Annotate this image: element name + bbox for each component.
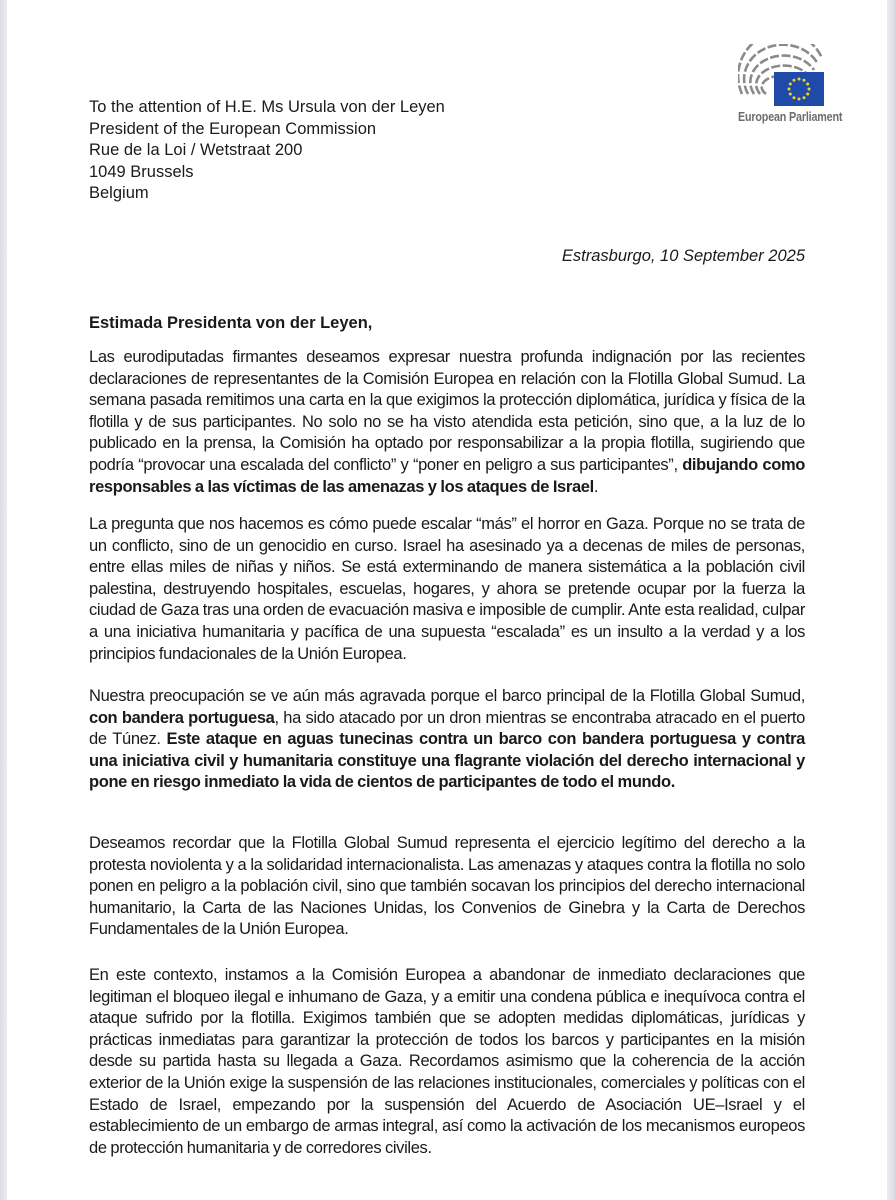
recipient-line: To the attention of H.E. Ms Ursula von der Leyen — [89, 98, 445, 116]
bold-emphasis: dibujando como responsables a las víctimas de las amenazas y los ataques de Israel — [89, 455, 805, 496]
body-paragraph — [89, 686, 805, 794]
paragraph-text: , ha sido atacado por un dron mientras se encontraba atracado en el puerto de Túnez. — [89, 708, 805, 749]
paragraph-text: Deseamos recordar que la Flotilla Global Sumud representa el ejercicio legítimo del derecho a la protesta noviolenta y a la solidaridad internacionalista. Las amenazas y ataques contra la flotilla no solo ponen en peligro a la población civil, sino que también socavan los principios del derecho internacional humanitario, la Carta de las Naciones Unidas, los Convenios de Ginebra y la Carta de Derechos Fundamentales de la Unión Europea. — [89, 834, 805, 939]
recipient-line: President of the European Commission — [89, 119, 377, 138]
date-line: Estrasburgo, 10 September 2025 — [561, 247, 805, 265]
paragraph-text: La pregunta que nos hacemos es cómo puede escalar “más” el horror en Gaza. Porque no se trata de un conflicto, sino de un genocidio en curso. Israel ha asesinado ya a decenas de miles de personas, entre ellas miles de niñas y niños. Se está exterminando de manera sistemática a la población civil palestina, destruyendo hospitales, escuelas, hogares, y ahora se pretende ocupar por la fuerza la ciudad de Gaza tras una orden de evacuación masiva e imposible de cumplir. Ante esta realidad, culpar a una iniciativa humanitaria y pacífica de una supuesta “escalada” es un insulto a la verdad y a los principios fundacionales de la Unión Europea. — [89, 515, 805, 663]
page-edge-left — [0, 0, 7, 1200]
page-edge-right — [887, 0, 895, 1200]
bold-emphasis: con bandera portuguesa — [89, 708, 275, 727]
body-paragraph — [89, 833, 805, 941]
recipient-line: Rue de la Loi / Wetstraat 200 — [89, 141, 303, 160]
logo-label: European Parliament — [738, 110, 843, 124]
paragraph-text: . — [593, 477, 599, 496]
body-paragraph — [89, 514, 805, 665]
paragraph-text: Las eurodiputadas firmantes deseamos expresar nuestra profunda indignación por las recientes declaraciones de representantes de la Comisión Europea en relación con la Flotilla Global Sumud. La semana pasada remitimos una carta en la que exigimos la protección diplomática, jurídica y física de la flotilla y de sus participantes. No solo no se ha visto atendida esta petición, sino que, a la luz de lo publicado en la prensa, la Comisión ha optado por responsabilizar a la propia flotilla, sugiriendo que podría “provocar una escalada del conflicto” y “poner en peligro a sus participantes”, — [89, 348, 805, 474]
paragraph-text: Nuestra preocupación se ve aún más agravada porque el barco principal de la Flotilla Global Sumud, — [89, 687, 805, 705]
recipient-line: Belgium — [89, 184, 149, 203]
salutation: Estimada Presidenta von der Leyen, — [89, 314, 373, 332]
body-paragraph — [89, 965, 805, 1159]
paragraph-text: En este contexto, instamos a la Comisión Europea a abandonar de inmediato declaraciones que legitiman el bloqueo ilegal e inhumano de Gaza, y a emitir una condena pública e inequívoca contra el ataque sufrido por la flotilla. Exigimos también que se adopten medidas diplomáticas, jurídicas y prácticas inmediatas para garantizar la protección de todos los barcos y participantes en la misión desde su partida hasta su llegada a Gaza. Recordamos asimismo que la coherencia de la acción exterior de la Unión exige la suspensión de las relaciones institucionales, comerciales y políticas con el Estado de Israel, empezando por la suspensión del Acuerdo de Asociación UE–Israel y el establecimiento de un embargo de armas integral, así como la activación de los mecanismos europeos de protección humanitaria y de corredores civiles. — [89, 966, 805, 1157]
body-paragraph — [89, 347, 805, 498]
bold-emphasis: Este ataque en aguas tunecinas contra un barco con bandera portuguesa y contra una iniciativa civil y humanitaria constituye una flagrante violación del derecho internacional y pone en riesgo inmediato la vida de cientos de participantes de todo el mundo. — [89, 730, 805, 792]
recipient-line: 1049 Brussels — [89, 162, 194, 181]
recipient-address — [89, 97, 445, 205]
